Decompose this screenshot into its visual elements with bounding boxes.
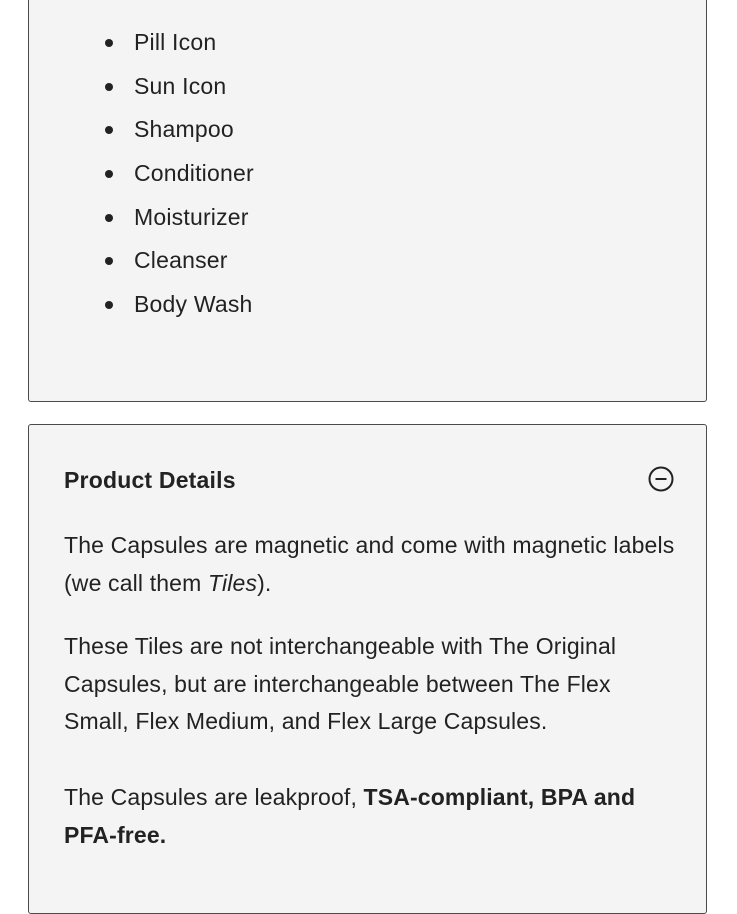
list-item	[105, 152, 254, 196]
list-item-label: Moisturizer	[134, 203, 249, 230]
list-item-label: Pill Icon	[134, 29, 217, 55]
list-item	[105, 65, 254, 109]
tiles-list-card	[28, 0, 707, 402]
accordion-title: Product Details	[64, 467, 236, 493]
details-paragraph-leakproof	[64, 779, 679, 854]
tiles-term: Tiles	[207, 569, 258, 596]
list-item-label: Cleanser	[134, 247, 228, 274]
paragraph-text: ).	[257, 569, 272, 596]
tiles-list	[105, 21, 254, 327]
list-item-label: Shampoo	[134, 116, 234, 143]
bullet	[105, 126, 113, 134]
list-item	[105, 196, 254, 240]
bullet	[105, 257, 113, 265]
list-item-label: Body Wash	[134, 291, 253, 318]
list-item-label: Sun Icon	[134, 72, 227, 99]
minus-circle-icon[interactable]	[648, 466, 674, 492]
bullet	[105, 301, 113, 309]
list-item	[105, 21, 254, 65]
paragraph-text: The Capsules are leakproof,	[64, 784, 364, 810]
paragraph-text: The Capsules are magnetic and come with magnetic labels (we call them	[64, 532, 675, 596]
list-item	[105, 283, 254, 327]
accordion-header[interactable]	[64, 463, 674, 497]
list-item-label: Conditioner	[134, 160, 254, 187]
product-details-accordion	[28, 424, 707, 914]
compliance-text: TSA-compliant, BPA and PFA-free.	[64, 784, 636, 848]
details-paragraph-interchangeable: These Tiles are not interchangeable with The Original Capsules, but are interchangeable between The Flex Small, Flex Medium, and Flex Large Capsules.	[64, 633, 617, 734]
bullet	[105, 83, 113, 91]
bullet	[105, 170, 113, 178]
details-paragraph-magnetic	[64, 527, 679, 602]
bullet	[105, 39, 113, 47]
bullet	[105, 214, 113, 222]
list-item	[105, 239, 254, 283]
list-item	[105, 108, 254, 152]
